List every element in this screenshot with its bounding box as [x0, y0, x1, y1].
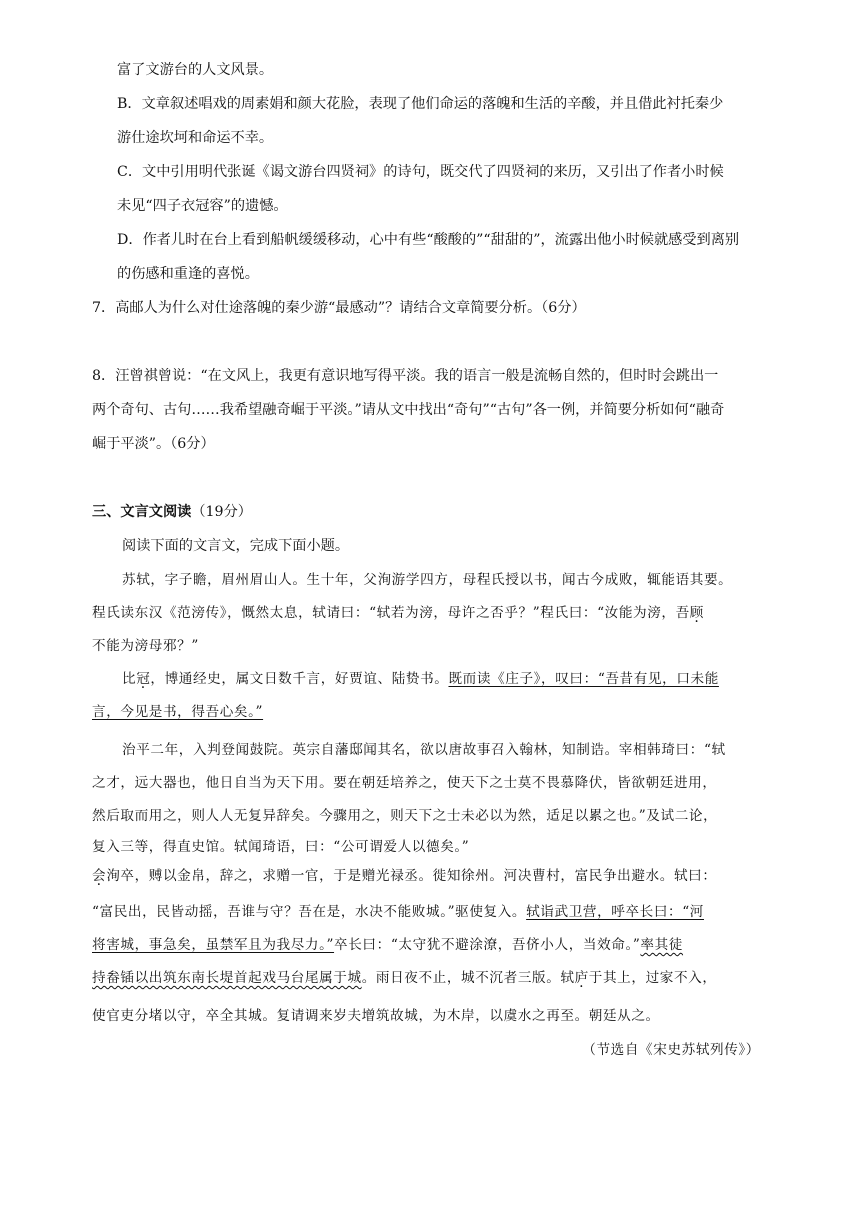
section-3-score: （19分） — [191, 504, 252, 520]
passage-p2-line1 — [122, 669, 719, 689]
passage-p4-line3-mid: 卒长曰：“太守犹不避涂潦，吾侪小人，当效命。” — [334, 937, 641, 953]
underlined-sentence-2a: 轼诣武卫营，呼卒长曰：“河 — [526, 904, 704, 920]
q6-option-c-line1: C．文中引用明代张诞《谒文游台四贤祠》的诗句，既交代了四贤祠的来历，又引出了作者小时候 — [117, 164, 724, 180]
section-3-heading — [92, 502, 252, 522]
passage-p2-mid: ，博通经史，属文日数千言，好贾谊、陆贽书。 — [150, 671, 449, 687]
underlined-sentence-1a: 既而读《庄子》，叹曰：“吾昔有见，口未能 — [448, 671, 719, 687]
passage-source: （节选自《宋史苏轼列传》） — [582, 1042, 760, 1058]
q6-option-d-line2: 的伤感和重逢的喜悦。 — [117, 266, 259, 282]
q6-option-a-tail: 富了文游台的人文风景。 — [117, 62, 274, 78]
question-7: 7．高邮人为什么对仕途落魄的秦少游“最感动”？请结合文章简要分析。（6分） — [92, 300, 586, 316]
dotted-char-guan: 冠 — [136, 671, 151, 687]
section-3-title: 三、文言文阅读 — [92, 504, 192, 520]
passage-p4-line2 — [92, 902, 704, 922]
dotted-char-lu: 庐 — [574, 970, 589, 986]
passage-p1-line3: 不能为滂母邪？” — [92, 638, 199, 654]
dotted-char-gu: 顾 — [689, 605, 704, 621]
passage-p1-line2-text: 程氏读东汉《范滂传》，慨然太息，轼请曰：“轼若为滂，母许之否乎？”程氏曰：“汝能为滂，吾 — [92, 605, 690, 621]
passage-p3-line4: 复入三等，得直史馆。轼闻琦语，曰：“公可谓爱人以德矣。” — [92, 839, 470, 855]
question-8-line1: 8．汪曾祺曾说：“在文风上，我更有意识地写得平淡。我的语言一般是流畅自然的，但时时会跳出一 — [92, 368, 719, 384]
passage-p2-line2 — [92, 702, 263, 722]
q6-option-c-line2: 未见“四子衣冠容”的遗憾。 — [117, 198, 288, 214]
q6-option-d-line1: D．作者儿时在台上看到船帆缓缓移动，心中有些“酸酸的”“甜甜的”，流露出他小时候就感受到离别 — [117, 232, 740, 248]
passage-p4-line4 — [92, 968, 717, 988]
dotted-char-hui: 会 — [92, 868, 107, 884]
underlined-sentence-1b: 言，今见是书，得吾心矣。” — [92, 704, 264, 720]
underlined-sentence-2b: 将害城，事急矣，虽禁军且为我尽力。” — [92, 937, 335, 953]
wavy-underlined-sentence-b: 持畚锸以出筑东南长堤首起戏马台尾属于城 — [92, 970, 362, 986]
passage-p3-line1: 治平二年，入判登闻鼓院。英宗自藩邸闻其名，欲以唐故事召入翰林，知制诰。宰相韩琦曰：“轼 — [122, 742, 726, 758]
passage-p4-line1-text: 洵卒，赙以金帛，辞之，求赠一官，于是赠光禄丞。徙知徐州。河决曹村，富民争出避水。轼曰： — [106, 868, 717, 884]
passage-p3-line2: 之才，远大器也，他日自当为天下用。要在朝廷培养之，使天下之士莫不畏慕降伏，皆欲朝廷进用， — [92, 775, 717, 791]
question-8-line3: 崛于平淡”。（6分） — [92, 436, 215, 452]
q6-option-b-line1: B．文章叙述唱戏的周素娟和颜大花脸，表现了他们命运的落魄和生活的辛酸，并且借此衬托秦少 — [117, 96, 724, 112]
passage-p4-line2-pre: “富民出，民皆动摇，吾谁与守？吾在是，水决不能败城。”驱使复入。 — [92, 904, 527, 920]
passage-p4-line1 — [92, 866, 717, 886]
passage-p4-line4-post: 。雨日夜不止，城不沉者三版。轼 — [361, 970, 575, 986]
passage-p4-line5: 使官吏分堵以守，卒全其城。复请调来岁夫增筑故城，为木岸，以虞水之再至。朝廷从之。 — [92, 1008, 660, 1024]
question-8-line2: 两个奇句、古句……我希望融奇崛于平淡。”请从文中找出“奇句”“古句”各一例，并简要分析如何“融奇 — [92, 402, 725, 418]
passage-p3-line3: 然后取而用之，则人人无复异辞矣。今骤用之，则天下之士未必以为然，适足以累之也。”及试二论， — [92, 808, 718, 824]
section-3-instruction: 阅读下面的文言文，完成下面小题。 — [122, 538, 350, 554]
passage-p1-line1: 苏轼，字子瞻，眉州眉山人。生十年，父洵游学四方，母程氏授以书，闻古今成败，辄能语其要。 — [122, 572, 733, 588]
wavy-underlined-sentence-a: 率其徒 — [640, 937, 684, 953]
passage-p4-line4-end: 于其上，过家不入， — [588, 970, 717, 986]
passage-p4-line3 — [92, 935, 683, 955]
q6-option-b-line2: 游仕途坎坷和命运不幸。 — [117, 130, 274, 146]
passage-p2-pre: 比 — [122, 671, 137, 687]
passage-p1-line2 — [92, 603, 704, 623]
